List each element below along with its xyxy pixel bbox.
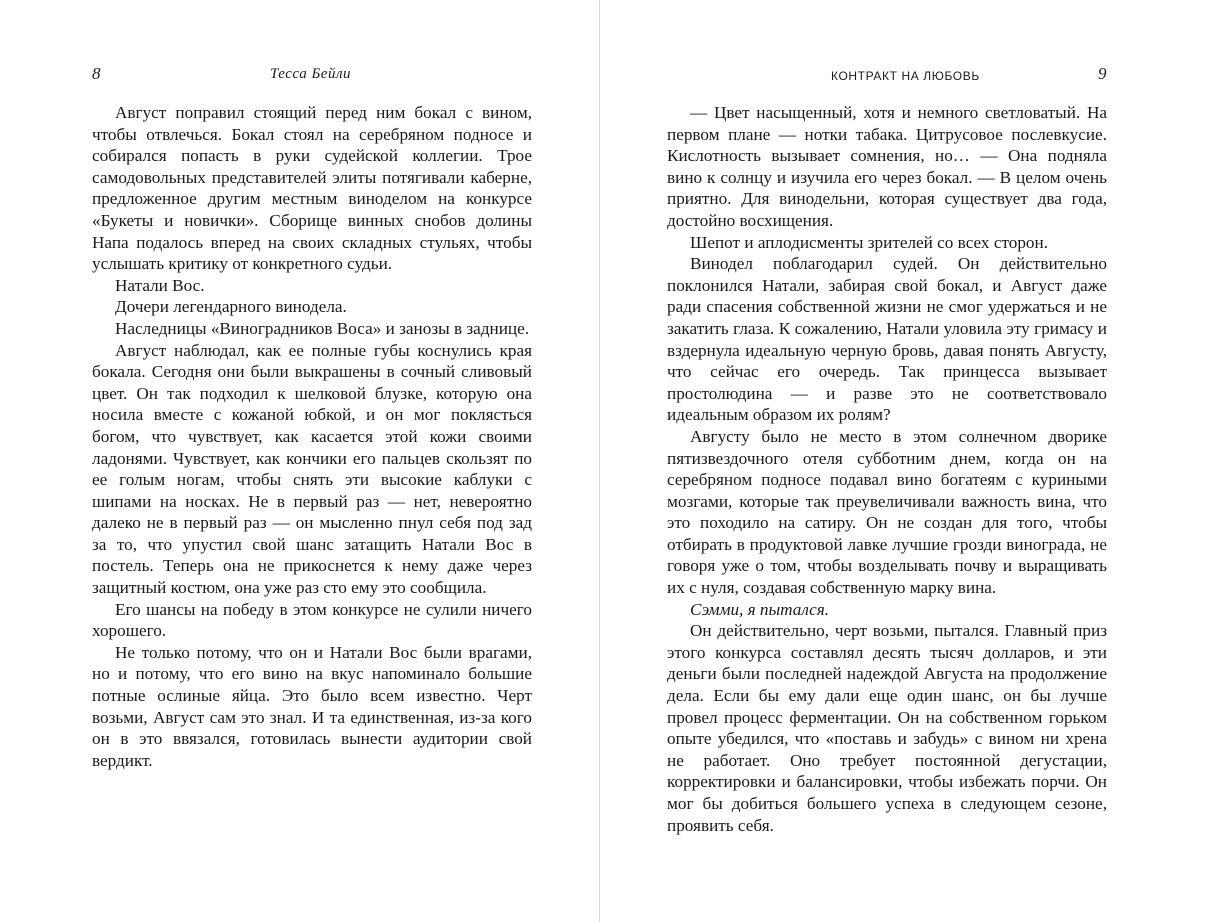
paragraph: — Цвет насыщенный, хотя и немного светловатый. На первом плане — нотки табака. Цитрусовое послевкусие. Кислотность вызывает сомнения, но… — Она подняла вино к солнцу и изучила его через бокал. — В целом очень приятно. Для винодельни, которая существует два года, достойно восхищения. [667, 103, 1107, 230]
page-number-right: 9 [1098, 64, 1107, 83]
right-page-body [667, 102, 1107, 836]
paragraph-italic: Сэмми, я пытался. [690, 599, 829, 619]
paragraph: Натали Вос. [115, 275, 205, 295]
left-page-body [92, 102, 532, 771]
paragraph: Август поправил стоящий перед ним бокал с вином, чтобы отвлечься. Бокал стоял на серебряном подносе и собирался попасть в руки судейской коллегии. Трое самодовольных представителей элиты потягивали каберне, предложенное другим местным виноделом на конкурсе «Букеты и новички». Сборище винных снобов долины Напа подалось вперед на своих складных стульях, чтобы услышать критику от конкретного судьи. [92, 103, 532, 274]
paragraph: Его шансы на победу в этом конкурсе не сулили ничего хорошего. [92, 599, 532, 641]
right-page [600, 0, 1205, 922]
paragraph: Винодел поблагодарил судей. Он действительно поклонился Натали, забирая свой бокал, и Август даже ради спасения собственной жизни не смог удержаться и не закатить глаза. К сожалению, Натали уловила эту гримасу и вздернула идеальную черную бровь, давая понять Августу, что сейчас его очередь. Так принцесса вызывает простолюдина — и разве это не соответствовало идеальным образом их ролям? [667, 254, 1107, 425]
left-page [0, 0, 600, 922]
paragraph: Дочери легендарного винодела. [115, 297, 347, 317]
paragraph: Наследницы «Виноградников Воса» и занозы в заднице. [115, 318, 530, 338]
paragraph: Август наблюдал, как ее полные губы коснулись края бокала. Сегодня они были выкрашены в сочный сливовый цвет. Он так подходил к шелковой блузке, которую она носила вместе с кожаной юбкой, и он мог поклясться богом, что чувствует, как касается этой кожи своими ладонями. Чувствует, как кончики его пальцев скользят по ее голым ногам, чтобы снять эти высокие каблуки с шипами на носках. Не в первый раз — нет, невероятно далеко не в первый раз — он мысленно пнул себя под зад за то, что упустил свой шанс затащить Натали Вос в постель. Теперь она не прикоснется к нему даже через защитный костюм, она уже раз сто ему это сообщила. [92, 340, 532, 598]
running-head-author: Тесса Бейли [270, 66, 351, 82]
running-head-title: КОНТРАКТ НА ЛЮБОВЬ [831, 69, 980, 83]
paragraph: Августу было не место в этом солнечном дворике пятизвездочного отеля субботним днем, когда он на серебряном подносе подавал вино богатеям с куриными мозгами, которые так преувеличивали важность вина, что это походило на сатиру. Он не создан для того, чтобы отбирать в продуктовой лавке лучшие грозди винограда, не говоря уже о том, чтобы возделывать почву и выращивать их с нуля, создавая собственную марку вина. [667, 426, 1107, 598]
paragraph: Не только потому, что он и Натали Вос были врагами, но и потому, что его вино на вкус напоминало большие потные ослиные яйца. Это было всем известно. Черт возьми, Август сам это знал. И та единственная, из-за кого он в это ввязался, готовилась вынести аудитории свой вердикт. [92, 642, 532, 770]
page-number-left: 8 [92, 64, 101, 83]
paragraph: Шепот и аплодисменты зрителей со всех сторон. [690, 232, 1049, 252]
paragraph: Он действительно, черт возьми, пытался. Главный приз этого конкурса составлял десять тысяч долларов, и эти деньги были последней надеждой Августа на продолжение дела. Если бы ему дали еще один шанс, он бы лучше провел процесс ферментации. Он на собственном горьком опыте убедился, что «поставь и забудь» с вином ни хрена не работает. Оно требует постоянной дегустации, корректировки и балансировки, чтобы избежать порчи. Он мог бы добиться большего успеха в следующем сезоне, проявить себя. [667, 621, 1107, 835]
